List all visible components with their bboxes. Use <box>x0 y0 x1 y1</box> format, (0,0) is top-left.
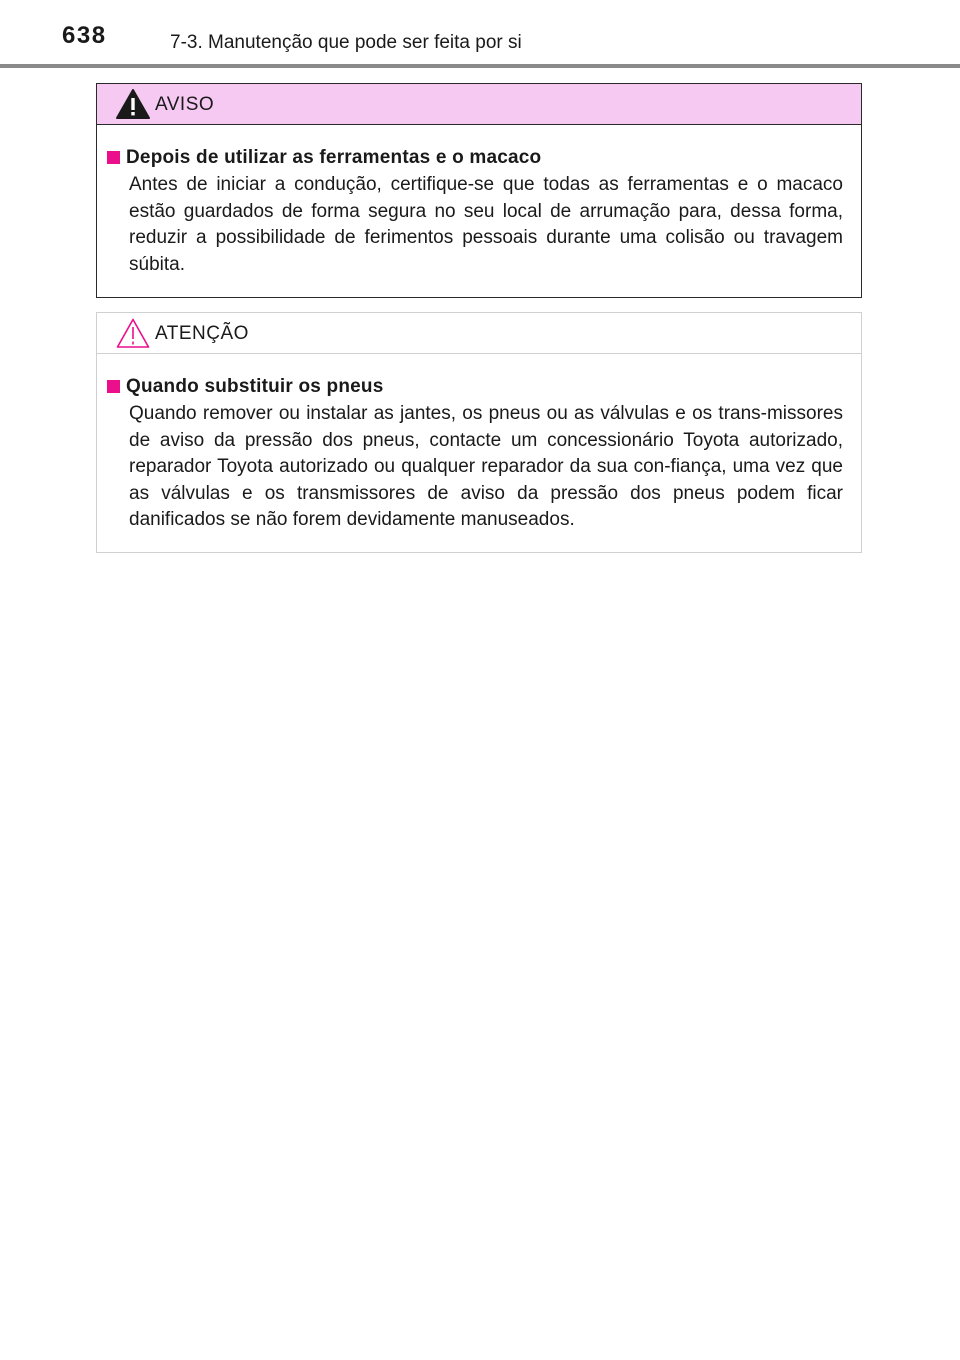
caution-box <box>96 312 862 553</box>
caution-triangle-outline-icon <box>115 317 151 349</box>
caution-box-label: ATENÇÃO <box>155 323 249 344</box>
bullet-square-icon <box>107 380 120 393</box>
header-rule <box>0 64 960 68</box>
warning-box-header <box>97 84 861 125</box>
warning-triangle-filled-icon <box>115 88 151 120</box>
warning-item-title: Depois de utilizar as ferramentas e o macaco <box>126 147 542 168</box>
caution-item-text: Quando remover ou instalar as jantes, os pneus ou as válvulas e os trans-missores de aviso da pressão dos pneus, contacte um concessionário Toyota autorizado, reparador Toyota autorizado ou qualquer reparador da sua con-fiança, uma vez que as válvulas e os transmissores de aviso da pressão dos pneus podem ficar danificados se não forem devidamente manuseados. <box>129 403 843 530</box>
warning-item-title-row <box>107 145 843 170</box>
warning-box-body <box>97 125 861 278</box>
section-title: 7-3. Manutenção que pode ser feita por si <box>170 32 522 53</box>
page-header <box>0 0 960 70</box>
caution-box-header <box>97 313 861 354</box>
warning-item-text: Antes de iniciar a condução, certifique-se que todas as ferramentas e o macaco estão guardados de forma segura no seu local de arrumação para, dessa forma, reduzir a possibilidade de ferimentos pessoais durante uma colisão ou travagem súbita. <box>129 174 843 275</box>
warning-box <box>96 83 862 298</box>
caution-box-body <box>97 354 861 534</box>
page-number: 638 <box>62 22 107 49</box>
warning-box-label: AVISO <box>155 94 215 115</box>
caution-item-title-row <box>107 374 843 399</box>
caution-item-title: Quando substituir os pneus <box>126 376 384 397</box>
bullet-square-icon <box>107 151 120 164</box>
